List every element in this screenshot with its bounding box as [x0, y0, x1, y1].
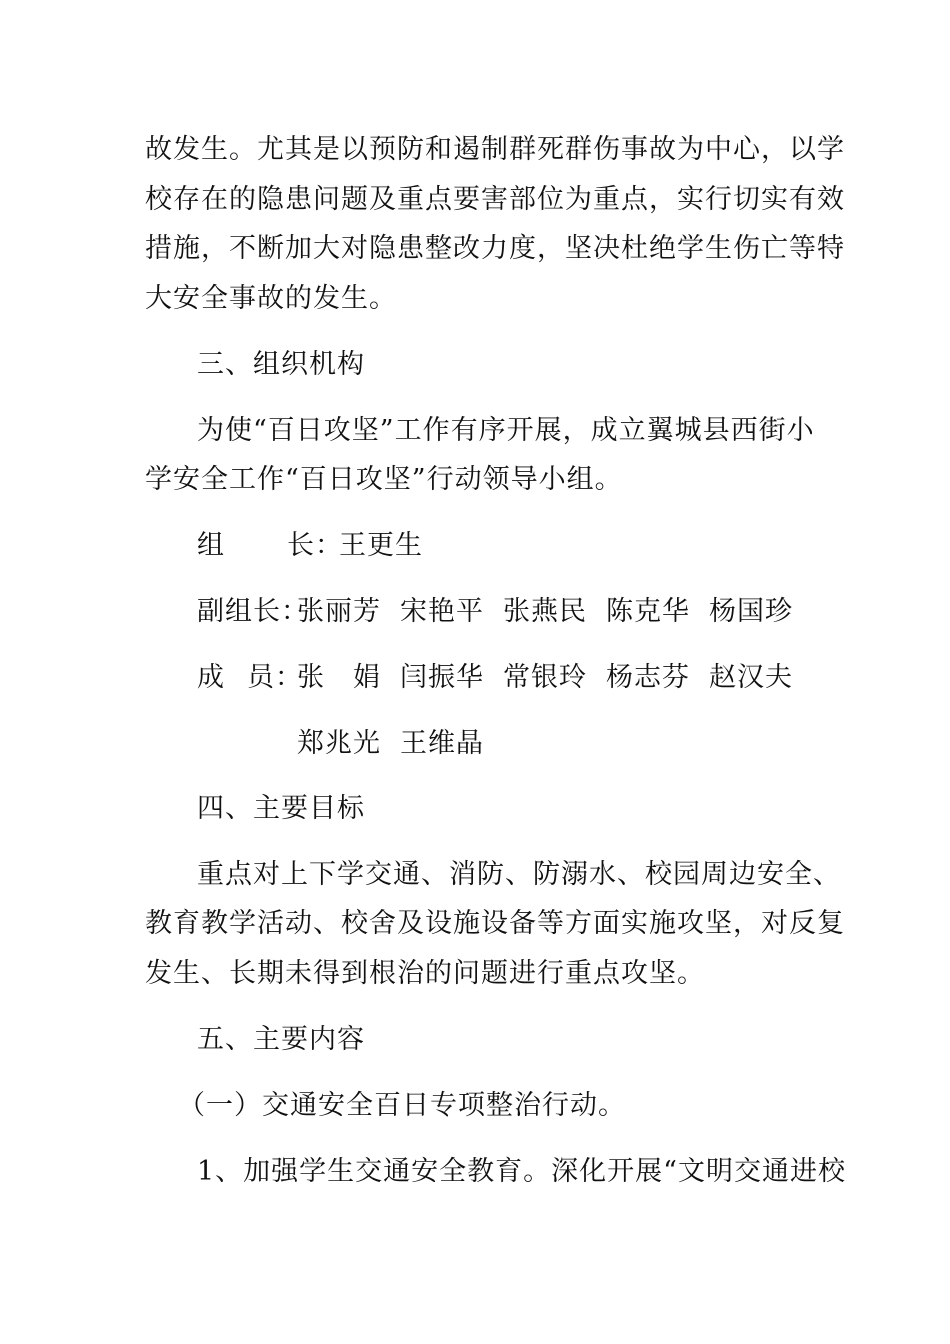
section-4-body-line-1: 重点对上下学交通、消防、防溺水、校园周边安全、	[197, 859, 841, 890]
deputy-name: 张燕民	[503, 596, 587, 627]
deputies-label: 副组长：	[197, 596, 309, 627]
member-name: 王维晶	[400, 728, 484, 759]
section-3-heading: 三、组织机构	[197, 349, 365, 380]
members-row-1	[197, 661, 793, 695]
leader-label-b: 长：	[287, 530, 343, 561]
member-name: 杨志芬	[606, 662, 690, 693]
members-label-b: 员：	[247, 662, 303, 693]
section-4-body-line-3: 发生、长期未得到根治的问题进行重点攻坚。	[145, 958, 705, 989]
deputies-row	[197, 595, 793, 629]
member-name: 闫振华	[400, 662, 484, 693]
section-4-heading: 四、主要目标	[197, 793, 365, 824]
deputy-name: 陈克华	[606, 596, 690, 627]
intro-line-1: 故发生。尤其是以预防和遏制群死群伤事故为中心，以学	[145, 134, 845, 165]
section-3-body-line-1: 为使“百日攻坚”工作有序开展，成立翼城县西街小	[197, 415, 815, 446]
member-name: 常银玲	[503, 662, 587, 693]
deputy-name: 杨国珍	[709, 596, 793, 627]
intro-line-3: 措施，不断加大对隐患整改力度，坚决杜绝学生伤亡等特	[145, 233, 845, 264]
leader-label-a: 组	[197, 530, 225, 561]
section-4-body-line-2: 教育教学活动、校舍及设施设备等方面实施攻坚，对反复	[145, 908, 845, 939]
intro-line-2: 校存在的隐患问题及重点要害部位为重点，实行切实有效	[145, 184, 845, 215]
deputy-name: 张丽芳	[297, 596, 381, 627]
section-3-body-line-2: 学安全工作“百日攻坚”行动领导小组。	[145, 464, 623, 495]
intro-line-4: 大安全事故的发生。	[145, 283, 397, 314]
member-name: 郑兆光	[297, 728, 381, 759]
section-5-heading: 五、主要内容	[197, 1024, 365, 1055]
deputy-name: 宋艳平	[400, 596, 484, 627]
member-name: 赵汉夫	[709, 662, 793, 693]
leader-row	[197, 529, 423, 563]
members-label-a: 成	[197, 662, 225, 693]
section-5-subheading: （一）交通安全百日专项整治行动。	[178, 1090, 626, 1121]
members-row-2	[297, 727, 484, 761]
section-5-item-1: 1、加强学生交通安全教育。深化开展“文明交通进校	[197, 1156, 846, 1187]
member-name: 张 娟	[297, 662, 381, 693]
leader-name: 王更生	[339, 530, 423, 561]
